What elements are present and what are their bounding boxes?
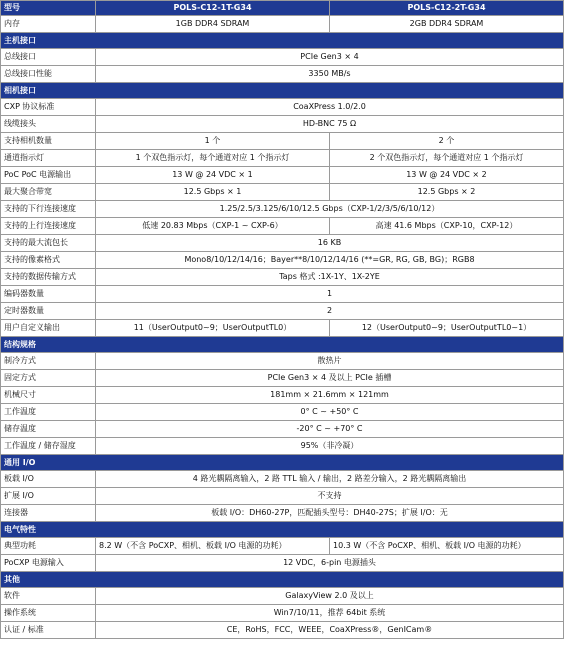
spec-label: 支持相机数量: [1, 133, 96, 150]
spec-value-model-1: 12.5 Gbps × 1: [96, 184, 330, 201]
spec-value: 95%（非冷凝）: [96, 438, 564, 455]
header-row: [1, 1, 564, 16]
spec-label: 固定方式: [1, 370, 96, 387]
spec-row: [1, 252, 564, 269]
spec-value: 12 VDC，6-pin 电源插头: [96, 555, 564, 572]
spec-value: 4 路光耦隔离输入，2 路 TTL 输入 / 输出，2 路差分输入，2 路光耦隔离输出: [96, 471, 564, 488]
spec-label: 支持的数据传输方式: [1, 269, 96, 286]
section-title: 相机接口: [1, 83, 564, 99]
model-name-1: POLS-C12-1T-G34: [96, 1, 330, 16]
spec-value: 不支持: [96, 488, 564, 505]
spec-row: [1, 286, 564, 303]
spec-value-model-2: 高速 41.6 Mbps（CXP-10，CXP-12）: [330, 218, 564, 235]
spec-row: [1, 303, 564, 320]
spec-label: 制冷方式: [1, 353, 96, 370]
spec-row: [1, 99, 564, 116]
spec-row: [1, 505, 564, 522]
spec-row: [1, 184, 564, 201]
section-title: 电气特性: [1, 522, 564, 538]
section-title: 其他: [1, 572, 564, 588]
spec-value: Taps 格式 :1X-1Y、1X-2YE: [96, 269, 564, 286]
spec-label: 软件: [1, 588, 96, 605]
spec-label: 典型功耗: [1, 538, 96, 555]
spec-label: 操作系统: [1, 605, 96, 622]
spec-label: 扩展 I/O: [1, 488, 96, 505]
spec-label: 编码器数量: [1, 286, 96, 303]
spec-value-model-1: 13 W @ 24 VDC × 1: [96, 167, 330, 184]
spec-label: 板载 I/O: [1, 471, 96, 488]
spec-row: [1, 605, 564, 622]
spec-row: [1, 538, 564, 555]
spec-value: 16 KB: [96, 235, 564, 252]
spec-value-model-1: 低速 20.83 Mbps（CXP-1 ~ CXP-6）: [96, 218, 330, 235]
spec-value: 3350 MB/s: [96, 66, 564, 83]
spec-value: 2: [96, 303, 564, 320]
spec-row: [1, 235, 564, 252]
section-header: [1, 522, 564, 538]
section-header: [1, 83, 564, 99]
spec-value-model-1: 11（UserOutput0~9；UserOutputTL0）: [96, 320, 330, 337]
spec-label: 总线接口: [1, 49, 96, 66]
spec-label: 通道指示灯: [1, 150, 96, 167]
section-header: [1, 337, 564, 353]
spec-row: [1, 438, 564, 455]
spec-value-model-2: 2 个: [330, 133, 564, 150]
spec-row: [1, 133, 564, 150]
spec-label: 支持的下行连接速度: [1, 201, 96, 218]
section-header: [1, 455, 564, 471]
spec-value: Win7/10/11，推荐 64bit 系统: [96, 605, 564, 622]
spec-value: 板载 I/O：DH60-27P，匹配插头型号：DH40-27S；扩展 I/O：无: [96, 505, 564, 522]
spec-value: 散热片: [96, 353, 564, 370]
spec-value-model-2: 12（UserOutput0~9；UserOutputTL0~1）: [330, 320, 564, 337]
spec-label: 线缆接头: [1, 116, 96, 133]
spec-row: [1, 167, 564, 184]
spec-value-model-2: 13 W @ 24 VDC × 2: [330, 167, 564, 184]
spec-value: PCIe Gen3 × 4 及以上 PCIe 插槽: [96, 370, 564, 387]
spec-row: [1, 66, 564, 83]
section-title: 主机接口: [1, 33, 564, 49]
spec-row: [1, 404, 564, 421]
spec-value-model-1: 1 个双色指示灯，每个通道对应 1 个指示灯: [96, 150, 330, 167]
spec-value: GalaxyView 2.0 及以上: [96, 588, 564, 605]
spec-label: 工作温度: [1, 404, 96, 421]
model-label: 型号: [1, 1, 96, 16]
spec-value: CE，RoHS，FCC，WEEE，CoaXPress®，GenICam®: [96, 622, 564, 639]
spec-value-model-2: 12.5 Gbps × 2: [330, 184, 564, 201]
spec-row: [1, 218, 564, 235]
spec-value: 0° C ~ +50° C: [96, 404, 564, 421]
spec-label: 机械尺寸: [1, 387, 96, 404]
spec-label: 用户自定义输出: [1, 320, 96, 337]
spec-value: CoaXPress 1.0/2.0: [96, 99, 564, 116]
spec-label: 支持的像素格式: [1, 252, 96, 269]
spec-value: 1.25/2.5/3.125/6/10/12.5 Gbps（CXP-1/2/3/5/6/10/12）: [96, 201, 564, 218]
spec-value: Mono8/10/12/14/16；Bayer**8/10/12/14/16 (**=GR, RG, GB, BG)；RGB8: [96, 252, 564, 269]
spec-row: [1, 116, 564, 133]
spec-row: [1, 387, 564, 404]
spec-value-model-1: 1 个: [96, 133, 330, 150]
spec-value: -20° C ~ +70° C: [96, 421, 564, 438]
spec-row: [1, 488, 564, 505]
spec-row: [1, 269, 564, 286]
spec-label: 总线接口性能: [1, 66, 96, 83]
spec-value: 181mm × 21.6mm × 121mm: [96, 387, 564, 404]
spec-row: [1, 471, 564, 488]
spec-row: [1, 49, 564, 66]
spec-label: PoC PoC 电源输出: [1, 167, 96, 184]
section-header: [1, 33, 564, 49]
spec-label: 定时器数量: [1, 303, 96, 320]
spec-label: 工作温度 / 储存湿度: [1, 438, 96, 455]
spec-row: [1, 150, 564, 167]
spec-row: [1, 201, 564, 218]
spec-row: [1, 16, 564, 33]
spec-label: PoCXP 电源输入: [1, 555, 96, 572]
section-title: 结构规格: [1, 337, 564, 353]
model-name-2: POLS-C12-2T-G34: [330, 1, 564, 16]
spec-row: [1, 555, 564, 572]
spec-label: 认证 / 标准: [1, 622, 96, 639]
spec-label: 储存温度: [1, 421, 96, 438]
spec-label: 最大聚合带宽: [1, 184, 96, 201]
spec-row: [1, 588, 564, 605]
spec-value: PCIe Gen3 × 4: [96, 49, 564, 66]
spec-value-model-2: 2 个双色指示灯，每个通道对应 1 个指示灯: [330, 150, 564, 167]
spec-value-model-2: 2GB DDR4 SDRAM: [330, 16, 564, 33]
spec-row: [1, 370, 564, 387]
section-header: [1, 572, 564, 588]
spec-label: 支持的最大流包长: [1, 235, 96, 252]
spec-table-body: [1, 1, 564, 639]
spec-label: 内存: [1, 16, 96, 33]
spec-row: [1, 353, 564, 370]
spec-label: CXP 协议标准: [1, 99, 96, 116]
spec-row: [1, 622, 564, 639]
spec-label: 支持的上行连接速度: [1, 218, 96, 235]
spec-value-model-2: 10.3 W（不含 PoCXP、相机、板载 I/O 电源的功耗）: [330, 538, 564, 555]
spec-value: 1: [96, 286, 564, 303]
spec-label: 连接器: [1, 505, 96, 522]
section-title: 通用 I/O: [1, 455, 564, 471]
spec-row: [1, 421, 564, 438]
spec-value: HD-BNC 75 Ω: [96, 116, 564, 133]
spec-row: [1, 320, 564, 337]
spec-value-model-1: 1GB DDR4 SDRAM: [96, 16, 330, 33]
spec-value-model-1: 8.2 W（不含 PoCXP、相机、板载 I/O 电源的功耗）: [96, 538, 330, 555]
